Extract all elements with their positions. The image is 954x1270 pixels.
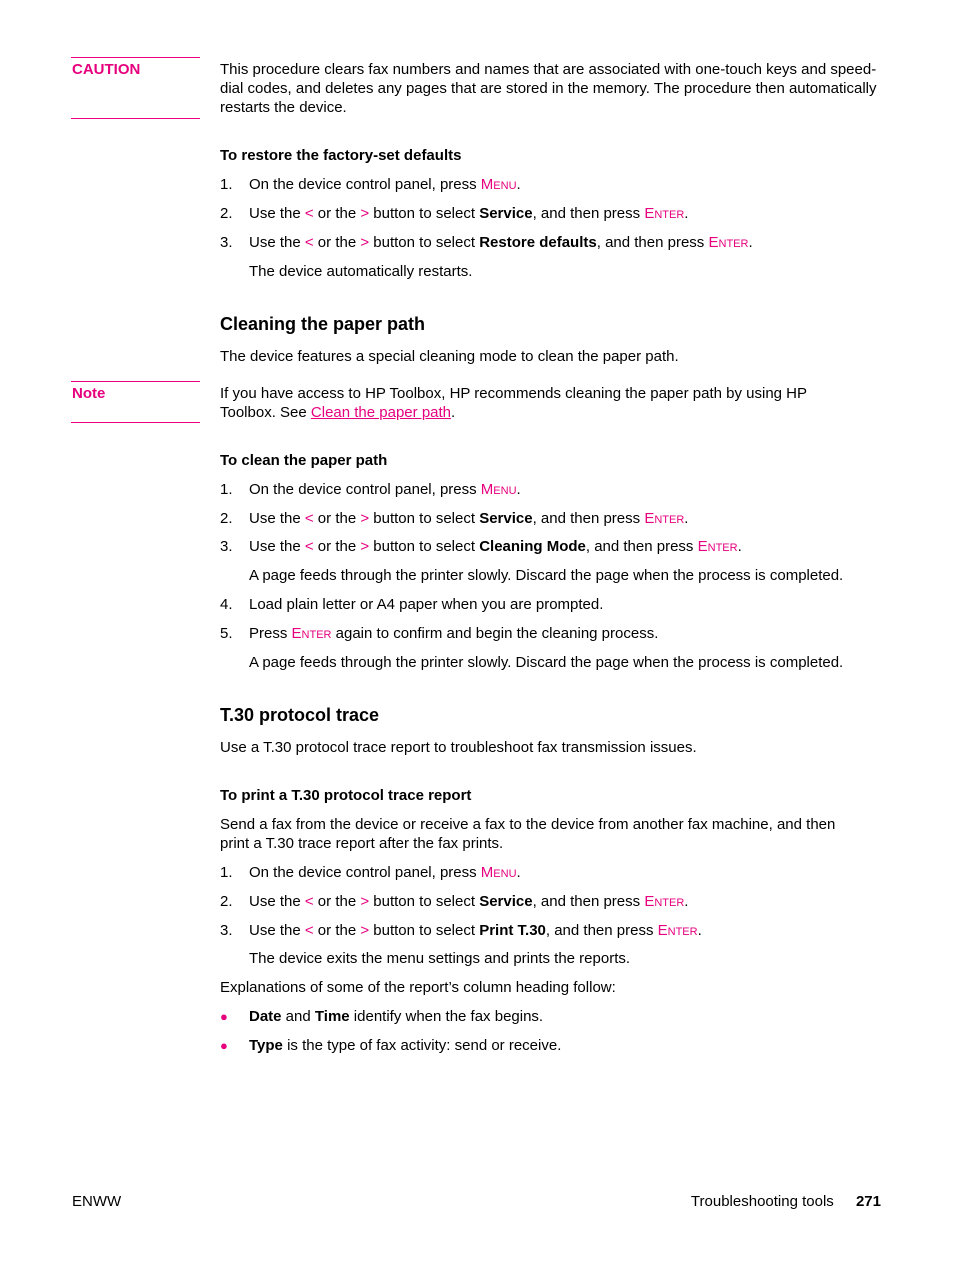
enter-key: ENTER xyxy=(644,510,685,527)
step-number: 1. xyxy=(220,864,233,881)
right-arrow-key: > xyxy=(360,205,370,222)
cleaning-heading: Cleaning the paper path xyxy=(220,314,426,334)
clean-step-3: Use the < or the > button to select Cleaning Mode, and then press ENTER. xyxy=(249,538,742,555)
left-arrow-key: < xyxy=(304,205,314,222)
restore-step-2: Use the < or the > button to select Service, and then press ENTER. xyxy=(249,205,689,222)
left-arrow-key: < xyxy=(304,234,314,251)
left-arrow-key: < xyxy=(304,538,314,555)
t30-sub-heading: To print a T.30 protocol trace report xyxy=(220,787,472,804)
menu-key: MENU xyxy=(480,864,517,881)
enter-key: ENTER xyxy=(291,625,332,642)
caution-text: This procedure clears fax numbers and names that are associated with one-touch keys and speed-dial codes, and deletes any pages that are stored in the memory. The procedure then automatically restarts the device. xyxy=(220,61,877,116)
clean-step-2: Use the < or the > button to select Service, and then press ENTER. xyxy=(249,510,689,527)
enter-key: ENTER xyxy=(644,205,685,222)
note-top-rule xyxy=(71,381,200,382)
note-label: Note xyxy=(72,385,106,402)
t30-intro: Use a T.30 protocol trace report to troubleshoot fax transmission issues. xyxy=(220,739,697,756)
restore-step-1: On the device control panel, press MENU. xyxy=(249,176,521,193)
clean-sub-heading: To clean the paper path xyxy=(220,452,388,469)
t30-step-1: On the device control panel, press MENU. xyxy=(249,864,521,881)
bullet-icon: ● xyxy=(220,1038,228,1053)
step-number: 3. xyxy=(220,922,233,939)
step-number: 4. xyxy=(220,596,233,613)
step-number: 2. xyxy=(220,205,233,222)
t30-bullet-1: Date and Time identify when the fax begins. xyxy=(249,1008,544,1025)
step-number: 1. xyxy=(220,481,233,498)
t30-step-3-result: The device exits the menu settings and prints the reports. xyxy=(249,950,631,967)
cleaning-intro: The device features a special cleaning mode to clean the paper path. xyxy=(220,348,679,365)
clean-step-3-result: A page feeds through the printer slowly. Discard the page when the process is completed. xyxy=(249,567,844,584)
enter-key: ENTER xyxy=(644,893,685,910)
note-text: If you have access to HP Toolbox, HP recommends cleaning the paper path by using HP Toolbox. See Clean the paper path. xyxy=(220,385,807,421)
menu-key: MENU xyxy=(480,176,517,193)
step-number: 2. xyxy=(220,893,233,910)
caution-top-rule xyxy=(71,57,200,58)
note-bottom-rule xyxy=(71,422,200,423)
left-arrow-key: < xyxy=(304,893,314,910)
step-number: 2. xyxy=(220,510,233,527)
clean-step-5: Press ENTER again to confirm and begin the cleaning process. xyxy=(249,625,659,642)
footer-section: Troubleshooting tools xyxy=(690,1193,834,1210)
enter-key: ENTER xyxy=(697,538,738,555)
step-number: 1. xyxy=(220,176,233,193)
restore-heading: To restore the factory-set defaults xyxy=(220,147,462,164)
caution-label: CAUTION xyxy=(72,61,141,78)
t30-step-3: Use the < or the > button to select Print T.30, and then press ENTER. xyxy=(249,922,702,939)
t30-para: Send a fax from the device or receive a fax to the device from another fax machine, and then print a T.30 trace report after the fax prints. xyxy=(220,816,836,852)
right-arrow-key: > xyxy=(360,893,370,910)
footer-left: ENWW xyxy=(72,1193,122,1210)
page-number: 271 xyxy=(855,1193,881,1210)
menu-key: MENU xyxy=(480,481,517,498)
t30-step-2: Use the < or the > button to select Service, and then press ENTER. xyxy=(249,893,689,910)
restore-result: The device automatically restarts. xyxy=(249,263,473,280)
left-arrow-key: < xyxy=(304,510,314,527)
t30-explain: Explanations of some of the report’s column heading follow: xyxy=(220,979,616,996)
right-arrow-key: > xyxy=(360,538,370,555)
enter-key: ENTER xyxy=(708,234,749,251)
restore-step-3: Use the < or the > button to select Restore defaults, and then press ENTER. xyxy=(249,234,753,251)
step-number: 5. xyxy=(220,625,233,642)
clean-step-1: On the device control panel, press MENU. xyxy=(249,481,521,498)
t30-bullet-2: Type is the type of fax activity: send or receive. xyxy=(249,1037,562,1054)
clean-paper-path-link[interactable]: Clean the paper path xyxy=(310,404,452,421)
right-arrow-key: > xyxy=(360,922,370,939)
step-number: 3. xyxy=(220,538,233,555)
left-arrow-key: < xyxy=(304,922,314,939)
bullet-icon: ● xyxy=(220,1009,228,1024)
clean-step-4: Load plain letter or A4 paper when you are prompted. xyxy=(249,596,604,613)
t30-heading: T.30 protocol trace xyxy=(220,705,380,725)
step-number: 3. xyxy=(220,234,233,251)
enter-key: ENTER xyxy=(657,922,698,939)
clean-step-5-result: A page feeds through the printer slowly. Discard the page when the process is completed. xyxy=(249,654,844,671)
right-arrow-key: > xyxy=(360,234,370,251)
caution-bottom-rule xyxy=(71,118,200,119)
right-arrow-key: > xyxy=(360,510,370,527)
footer-right xyxy=(691,1192,881,1211)
